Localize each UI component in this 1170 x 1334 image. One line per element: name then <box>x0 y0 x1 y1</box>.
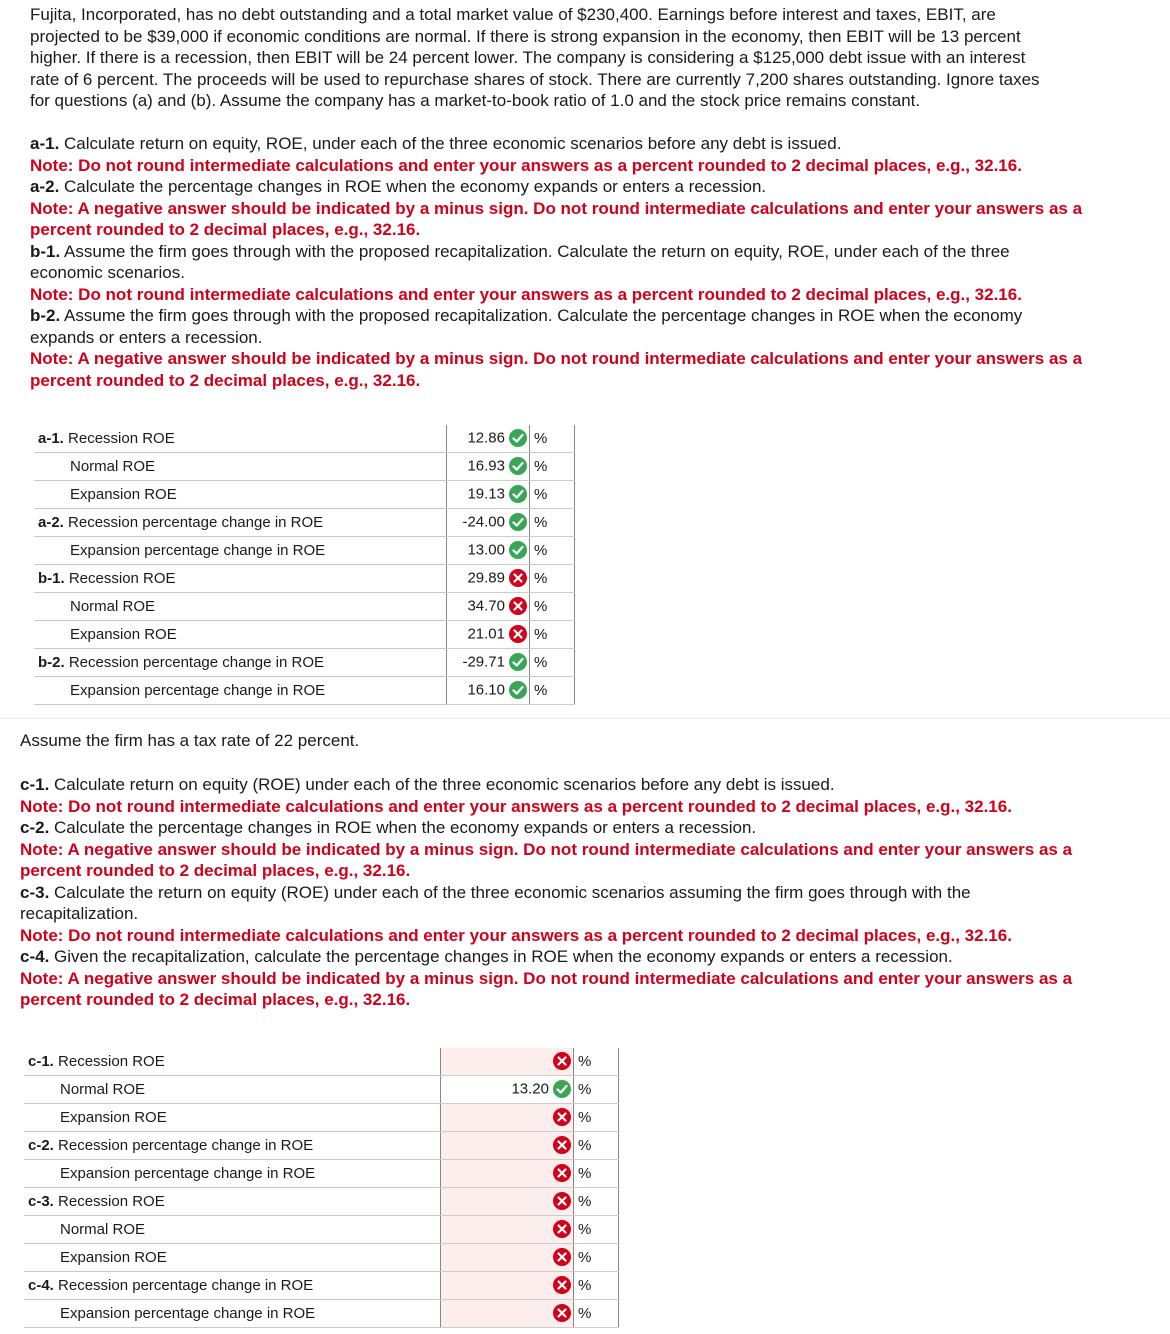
answer-input[interactable] <box>441 1104 574 1132</box>
answer-input[interactable] <box>447 509 530 537</box>
answer-value: 34.70 <box>467 598 505 616</box>
instruction-line <box>20 882 1170 904</box>
row-label-text: Recession ROE <box>53 1053 165 1070</box>
table-row <box>34 509 575 537</box>
note-line <box>20 839 1170 861</box>
answer-table-c <box>24 1048 619 1328</box>
percent-unit: % <box>574 1244 619 1272</box>
row-prefix: b-1. <box>38 570 65 587</box>
percent-unit: % <box>530 649 575 677</box>
row-label-text: Expansion percentage change in ROE <box>60 1305 316 1322</box>
instruction-line <box>30 327 1165 349</box>
row-label-text: Normal ROE <box>60 1081 146 1098</box>
row-label <box>34 621 447 649</box>
table-row <box>24 1188 619 1216</box>
table-row <box>34 537 575 565</box>
answer-input[interactable] <box>447 565 530 593</box>
row-label <box>24 1300 441 1328</box>
row-label <box>34 481 447 509</box>
cross-icon <box>553 1220 571 1238</box>
answer-value: 16.93 <box>467 458 505 476</box>
instruction-text: Given the recapitalization, calculate the percentage changes in ROE when the economy expands or enters a recession. <box>49 947 953 966</box>
check-icon <box>509 513 527 531</box>
answer-input[interactable] <box>441 1048 574 1076</box>
percent-unit: % <box>530 453 575 481</box>
part-prefix: a-2. <box>30 177 60 196</box>
answer-input[interactable] <box>447 481 530 509</box>
answer-input[interactable] <box>441 1188 574 1216</box>
row-label-text: Expansion ROE <box>70 626 177 643</box>
table-row <box>34 621 575 649</box>
part-prefix: b-2. <box>30 306 61 325</box>
instruction-line <box>20 817 1170 839</box>
part-prefix: c-4. <box>20 947 50 966</box>
instruction-text: percent rounded to 2 decimal places, e.g., 32.16. <box>30 220 421 239</box>
row-label-text: Recession percentage change in ROE <box>64 654 324 671</box>
row-label-text: Recession percentage change in ROE <box>53 1137 314 1154</box>
row-label <box>24 1076 441 1104</box>
instruction-text: economic scenarios. <box>30 263 185 282</box>
note-line <box>30 370 1165 392</box>
answer-input[interactable] <box>447 677 530 705</box>
cross-icon <box>553 1108 571 1126</box>
instruction-line <box>30 133 1165 155</box>
answer-value: 29.89 <box>467 570 505 588</box>
instruction-text: Note: A negative answer should be indicated by a minus sign. Do not round intermediate calculations and enter your answers as a <box>20 839 1073 859</box>
note-line <box>20 968 1170 990</box>
check-icon <box>509 653 527 671</box>
table-row <box>34 481 575 509</box>
instruction-text: Note: Do not round intermediate calculations and enter your answers as a percent rounded to 2 decimal places, e.g., 32.16. <box>30 155 1022 175</box>
row-prefix: c-1. <box>28 1053 54 1070</box>
percent-unit: % <box>530 537 575 565</box>
instruction-text: Calculate return on equity (ROE) under each of the three economic scenarios before any debt is issued. <box>49 775 835 794</box>
cross-icon <box>553 1052 571 1070</box>
table-row <box>34 677 575 705</box>
note-line <box>20 925 1170 947</box>
table-row <box>24 1132 619 1160</box>
cross-icon <box>553 1164 571 1182</box>
row-label-text: Expansion ROE <box>60 1249 167 1266</box>
check-icon <box>509 541 527 559</box>
row-label-text: Expansion ROE <box>70 486 177 503</box>
instruction-text: recapitalization. <box>20 904 139 923</box>
check-icon <box>509 485 527 503</box>
cross-icon <box>553 1192 571 1210</box>
row-prefix: c-4. <box>28 1277 54 1294</box>
check-icon <box>509 457 527 475</box>
instruction-line <box>30 241 1165 263</box>
percent-unit: % <box>530 425 575 453</box>
note-line <box>30 219 1165 241</box>
answer-input[interactable] <box>447 537 530 565</box>
row-label <box>24 1048 441 1076</box>
table-row <box>34 453 575 481</box>
instruction-text: Assume the firm goes through with the proposed recapitalization. Calculate the percentage changes in ROE when the economy <box>60 306 1023 325</box>
row-label <box>34 509 447 537</box>
intro-line: projected to be $39,000 if economic conditions are normal. If there is strong expansion in the economy, then EBIT will be 13 percent <box>30 26 1021 46</box>
row-label-text: Expansion percentage change in ROE <box>70 542 326 559</box>
table-row <box>34 649 575 677</box>
part-prefix: c-3. <box>20 882 50 902</box>
note-line <box>30 348 1165 370</box>
tax-rate-note <box>20 730 359 752</box>
instruction-text: percent rounded to 2 decimal places, e.g., 32.16. <box>30 370 421 390</box>
note-line <box>30 155 1165 177</box>
part-prefix: c-1. <box>20 775 50 794</box>
table-row <box>24 1160 619 1188</box>
instruction-text: Calculate return on equity, ROE, under each of the three economic scenarios before any debt is issued. <box>59 134 842 153</box>
answer-input[interactable] <box>441 1076 574 1104</box>
answer-value: 19.13 <box>467 486 505 504</box>
table-row <box>24 1048 619 1076</box>
percent-unit: % <box>574 1160 619 1188</box>
table-row <box>24 1076 619 1104</box>
row-label-text: Expansion ROE <box>60 1109 167 1126</box>
instruction-text: expands or enters a recession. <box>30 327 263 347</box>
row-label-text: Recession percentage change in ROE <box>63 514 324 531</box>
percent-unit: % <box>530 677 575 705</box>
row-label-text: Normal ROE <box>70 458 156 475</box>
percent-unit: % <box>530 565 575 593</box>
intro-line: rate of 6 percent. The proceeds will be used to repurchase shares of stock. There are currently 7,200 shares outstanding. Ignore taxes <box>30 69 1040 89</box>
check-icon <box>509 429 527 447</box>
answer-input[interactable] <box>441 1244 574 1272</box>
cross-icon <box>553 1248 571 1266</box>
instruction-line <box>30 305 1165 327</box>
percent-unit: % <box>574 1132 619 1160</box>
note-line <box>30 198 1165 220</box>
answer-value: -24.00 <box>462 514 505 532</box>
percent-unit: % <box>574 1272 619 1300</box>
table-row <box>34 425 575 453</box>
percent-unit: % <box>530 481 575 509</box>
table-row <box>24 1244 619 1272</box>
answer-value: 12.86 <box>467 430 505 448</box>
percent-unit: % <box>530 509 575 537</box>
answer-value: 13.20 <box>511 1081 549 1099</box>
part-c-instructions <box>20 774 1170 1011</box>
percent-unit: % <box>574 1188 619 1216</box>
percent-unit: % <box>530 593 575 621</box>
instruction-text: percent rounded to 2 decimal places, e.g., 32.16. <box>20 990 411 1009</box>
row-prefix: b-2. <box>38 654 65 671</box>
row-prefix: c-3. <box>28 1193 54 1210</box>
percent-unit: % <box>574 1076 619 1104</box>
instruction-text: Note: A negative answer should be indicated by a minus sign. Do not round intermediate calculations and enter your answers as a <box>30 349 1083 368</box>
row-label <box>34 425 447 453</box>
row-label-text: Normal ROE <box>60 1221 146 1238</box>
table-row <box>24 1300 619 1328</box>
intro-paragraph <box>30 4 1160 112</box>
answer-table-ab <box>34 425 575 705</box>
percent-unit: % <box>574 1048 619 1076</box>
answer-input[interactable] <box>447 649 530 677</box>
answer-value: 16.10 <box>467 682 505 700</box>
row-prefix: a-1. <box>38 430 64 447</box>
instruction-text: Note: Do not round intermediate calculations and enter your answers as a percent rounded to 2 decimal places, e.g., 32.16. <box>20 796 1012 816</box>
row-label <box>34 565 447 593</box>
part-prefix: a-1. <box>30 134 60 153</box>
table-row <box>34 593 575 621</box>
row-prefix: a-2. <box>38 514 64 531</box>
cross-icon <box>553 1136 571 1154</box>
row-label <box>24 1244 441 1272</box>
note-line <box>20 989 1170 1011</box>
intro-line: Fujita, Incorporated, has no debt outstanding and a total market value of $230,400. Earnings before interest and taxes, EBIT, are <box>30 5 996 24</box>
instruction-text: Note: A negative answer should be indicated by a minus sign. Do not round intermediate calculations and enter your answers as a <box>30 198 1083 218</box>
table-row <box>34 565 575 593</box>
percent-unit: % <box>574 1216 619 1244</box>
section-divider <box>0 718 1170 719</box>
instruction-line <box>20 903 1170 925</box>
row-label <box>34 453 447 481</box>
part-ab-instructions <box>30 133 1165 391</box>
cross-icon <box>553 1276 571 1294</box>
answer-input[interactable] <box>441 1132 574 1160</box>
row-label <box>34 537 447 565</box>
row-label-text: Normal ROE <box>70 598 156 615</box>
row-label-text: Recession ROE <box>64 570 176 587</box>
answer-input[interactable] <box>441 1216 574 1244</box>
instruction-text: Calculate the percentage changes in ROE when the economy expands or enters a recession. <box>49 818 757 837</box>
note-line <box>30 284 1165 306</box>
row-label-text: Expansion percentage change in ROE <box>60 1165 316 1182</box>
row-label <box>24 1104 441 1132</box>
instruction-text: Note: Do not round intermediate calculations and enter your answers as a percent rounded to 2 decimal places, e.g., 32.16. <box>30 284 1022 304</box>
instruction-line <box>30 176 1165 198</box>
row-prefix: c-2. <box>28 1137 54 1154</box>
row-label <box>24 1216 441 1244</box>
answer-value: -29.71 <box>462 654 505 672</box>
instruction-text: Note: Do not round intermediate calculations and enter your answers as a percent rounded to 2 decimal places, e.g., 32.16. <box>20 925 1012 945</box>
answer-input[interactable] <box>447 453 530 481</box>
instruction-text: Assume the firm goes through with the proposed recapitalization. Calculate the return on equity, ROE, under each of the three <box>60 241 1010 261</box>
answer-value: 21.01 <box>467 626 505 644</box>
row-label <box>24 1272 441 1300</box>
row-label <box>24 1132 441 1160</box>
instruction-text: Calculate the percentage changes in ROE when the economy expands or enters a recession. <box>59 177 767 196</box>
row-label-text: Recession ROE <box>63 430 175 447</box>
row-label <box>24 1188 441 1216</box>
instruction-line <box>20 946 1170 968</box>
instruction-line <box>20 774 1170 796</box>
row-label-text: Recession ROE <box>53 1193 165 1210</box>
percent-unit: % <box>574 1300 619 1328</box>
check-icon <box>509 681 527 699</box>
row-label <box>34 649 447 677</box>
answer-input[interactable] <box>447 621 530 649</box>
answer-input[interactable] <box>447 425 530 453</box>
answer-input[interactable] <box>447 593 530 621</box>
instruction-text: Note: A negative answer should be indicated by a minus sign. Do not round intermediate calculations and enter your answers as a <box>20 968 1073 988</box>
tax-note-text: Assume the firm has a tax rate of 22 percent. <box>20 731 360 750</box>
cross-icon <box>509 625 527 643</box>
intro-line: higher. If there is a recession, then EBIT will be 24 percent lower. The company is considering a $125,000 debt issue with an interest <box>30 48 1026 67</box>
table-row <box>24 1216 619 1244</box>
cross-icon <box>509 569 527 587</box>
cross-icon <box>553 1304 571 1322</box>
table-row <box>24 1272 619 1300</box>
note-line <box>20 860 1170 882</box>
table-row <box>24 1104 619 1132</box>
instruction-text: Calculate the return on equity (ROE) under each of the three economic scenarios assuming the firm goes through with the <box>49 882 971 902</box>
note-line <box>20 796 1170 818</box>
row-label <box>24 1160 441 1188</box>
row-label-text: Recession percentage change in ROE <box>53 1277 314 1294</box>
instruction-line <box>30 262 1165 284</box>
answer-input[interactable] <box>441 1160 574 1188</box>
answer-input[interactable] <box>441 1300 574 1328</box>
row-label <box>34 677 447 705</box>
instruction-text: percent rounded to 2 decimal places, e.g., 32.16. <box>20 861 411 880</box>
intro-line: for questions (a) and (b). Assume the company has a market-to-book ratio of 1.0 and the stock price remains constant. <box>30 91 921 110</box>
answer-input[interactable] <box>441 1272 574 1300</box>
answer-value: 13.00 <box>467 542 505 560</box>
cross-icon <box>509 597 527 615</box>
part-prefix: b-1. <box>30 241 61 261</box>
percent-unit: % <box>530 621 575 649</box>
row-label-text: Expansion percentage change in ROE <box>70 682 326 699</box>
percent-unit: % <box>574 1104 619 1132</box>
row-label <box>34 593 447 621</box>
check-icon <box>553 1080 571 1098</box>
part-prefix: c-2. <box>20 818 50 837</box>
